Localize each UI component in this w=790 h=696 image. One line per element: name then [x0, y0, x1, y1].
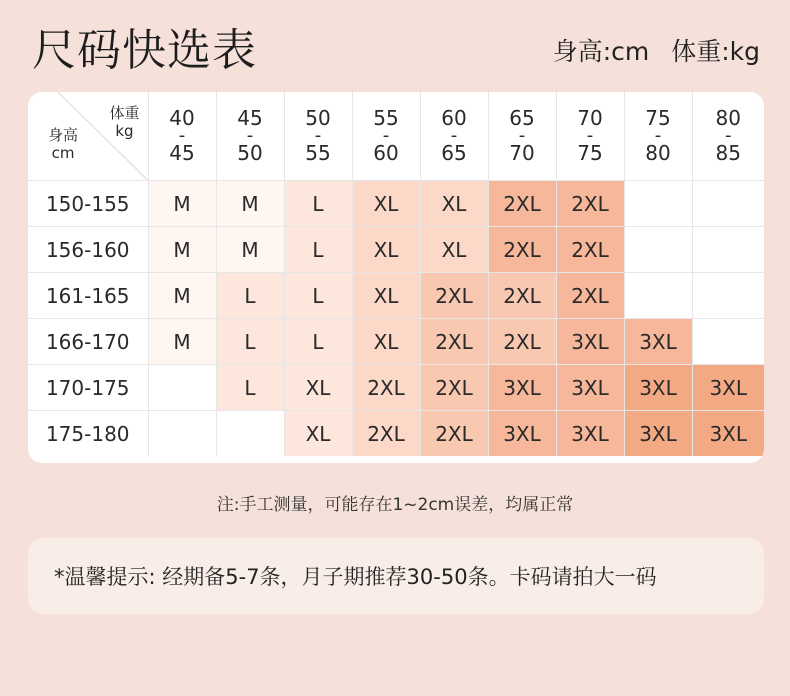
weight-axis-unit: kg [115, 122, 134, 140]
weight-range [217, 108, 284, 164]
table-row [28, 319, 764, 365]
size-cell: L [284, 181, 352, 227]
weight-max: 45 [169, 141, 195, 165]
size-cell: XL [352, 181, 420, 227]
size-cell: 3XL [488, 411, 556, 457]
size-cell: L [216, 319, 284, 365]
range-dash: - [654, 125, 662, 146]
size-cell: 2XL [352, 365, 420, 411]
size-cell [216, 411, 284, 457]
height-axis-name: 身高 [48, 126, 79, 144]
weight-min: 55 [373, 106, 399, 130]
weight-range [421, 108, 488, 164]
weight-min: 40 [169, 106, 195, 130]
corner-header-cell [28, 92, 148, 181]
range-dash: - [725, 125, 732, 146]
size-cell: 2XL [556, 227, 624, 273]
weight-max: 60 [373, 141, 399, 165]
table-row [28, 181, 764, 227]
size-cell: 2XL [556, 273, 624, 319]
size-cell: 3XL [624, 319, 692, 365]
size-cell: M [148, 319, 216, 365]
size-cell: XL [420, 227, 488, 273]
weight-min: 80 [715, 106, 741, 130]
weight-header-cell [488, 92, 556, 181]
size-cell: M [216, 227, 284, 273]
table-row [28, 365, 764, 411]
size-cell [624, 273, 692, 319]
height-axis-label [48, 126, 78, 162]
measurement-note: 注:手工测量，可能存在1~2cm误差，均属正常 [216, 495, 574, 515]
size-cell: 2XL [488, 227, 556, 273]
size-cell: XL [352, 319, 420, 365]
range-dash: - [518, 125, 526, 146]
tip-box [28, 538, 764, 614]
size-cell: 3XL [692, 411, 764, 457]
weight-header-cell [216, 92, 284, 181]
size-cell: L [284, 227, 352, 273]
size-cell: L [216, 365, 284, 411]
height-unit-label: 身高:cm [552, 37, 650, 66]
size-cell: M [148, 181, 216, 227]
size-cell: M [216, 181, 284, 227]
weight-range [557, 108, 624, 164]
height-cell: 150-155 [28, 181, 148, 227]
page-title: 尺码快选表 [32, 25, 257, 76]
size-cell: XL [284, 365, 352, 411]
weight-range [693, 108, 765, 164]
tip-text: *温馨提示: 经期备5-7条，月子期推荐30-50条。卡码请拍大一码 [54, 565, 657, 589]
size-cell: 2XL [488, 319, 556, 365]
height-axis-unit: cm [51, 144, 75, 162]
weight-min: 75 [645, 106, 671, 130]
table-row [28, 273, 764, 319]
size-cell: 2XL [488, 181, 556, 227]
size-cell: 2XL [488, 273, 556, 319]
weight-header-row [28, 92, 764, 181]
size-cell [692, 227, 764, 273]
size-cell [692, 319, 764, 365]
weight-max: 80 [645, 141, 671, 165]
size-cell: L [284, 319, 352, 365]
size-table-card [28, 92, 764, 463]
size-cell [624, 227, 692, 273]
weight-header-cell [148, 92, 216, 181]
size-cell: 2XL [420, 319, 488, 365]
weight-min: 70 [577, 106, 603, 130]
size-cell: L [216, 273, 284, 319]
size-cell: 3XL [556, 365, 624, 411]
size-cell: 3XL [556, 411, 624, 457]
weight-axis-label [109, 104, 139, 140]
size-cell: L [284, 273, 352, 319]
size-cell [148, 365, 216, 411]
size-cell: 3XL [556, 319, 624, 365]
weight-max: 85 [715, 141, 741, 165]
size-cell: 2XL [556, 181, 624, 227]
size-cell [624, 181, 692, 227]
table-row [28, 411, 764, 457]
size-cell [148, 411, 216, 457]
weight-header-cell [556, 92, 624, 181]
height-cell: 175-180 [28, 411, 148, 457]
weight-min: 50 [305, 106, 331, 130]
height-cell: 156-160 [28, 227, 148, 273]
size-cell: XL [420, 181, 488, 227]
size-cell: XL [352, 273, 420, 319]
weight-axis-name: 体重 [109, 104, 140, 122]
height-cell: 170-175 [28, 365, 148, 411]
range-dash: - [450, 125, 458, 146]
size-cell: 2XL [420, 411, 488, 457]
weight-max: 75 [577, 141, 603, 165]
weight-range [625, 108, 692, 164]
size-table-body [28, 92, 764, 456]
size-cell: M [148, 227, 216, 273]
height-cell: 161-165 [28, 273, 148, 319]
weight-min: 45 [237, 106, 263, 130]
size-cell: 3XL [624, 411, 692, 457]
size-cell: 3XL [624, 365, 692, 411]
size-cell [692, 181, 764, 227]
size-cell: 2XL [420, 365, 488, 411]
weight-min: 60 [441, 106, 467, 130]
size-cell: 3XL [692, 365, 764, 411]
weight-max: 65 [441, 141, 467, 165]
weight-range [489, 108, 556, 164]
weight-max: 50 [237, 141, 263, 165]
weight-header-cell [352, 92, 420, 181]
weight-max: 55 [305, 141, 331, 165]
size-cell: 2XL [352, 411, 420, 457]
weight-range [149, 108, 216, 164]
weight-header-cell [284, 92, 352, 181]
weight-header-cell [624, 92, 692, 181]
weight-range [353, 108, 420, 164]
weight-range [285, 108, 352, 164]
range-dash: - [178, 125, 186, 146]
weight-header-cell [420, 92, 488, 181]
weight-max: 70 [509, 141, 535, 165]
range-dash: - [246, 125, 254, 146]
weight-header-cell [692, 92, 764, 181]
table-row [28, 227, 764, 273]
height-cell: 166-170 [28, 319, 148, 365]
weight-min: 65 [509, 106, 535, 130]
size-cell [692, 273, 764, 319]
size-table [28, 92, 764, 456]
size-cell: 3XL [488, 365, 556, 411]
size-cell: 2XL [420, 273, 488, 319]
size-cell: M [148, 273, 216, 319]
range-dash: - [586, 125, 594, 146]
unit-legend [553, 32, 760, 68]
range-dash: - [314, 125, 322, 146]
range-dash: - [382, 125, 390, 146]
weight-unit-label: 体重:kg [671, 37, 760, 66]
size-cell: XL [352, 227, 420, 273]
size-cell: XL [284, 411, 352, 457]
